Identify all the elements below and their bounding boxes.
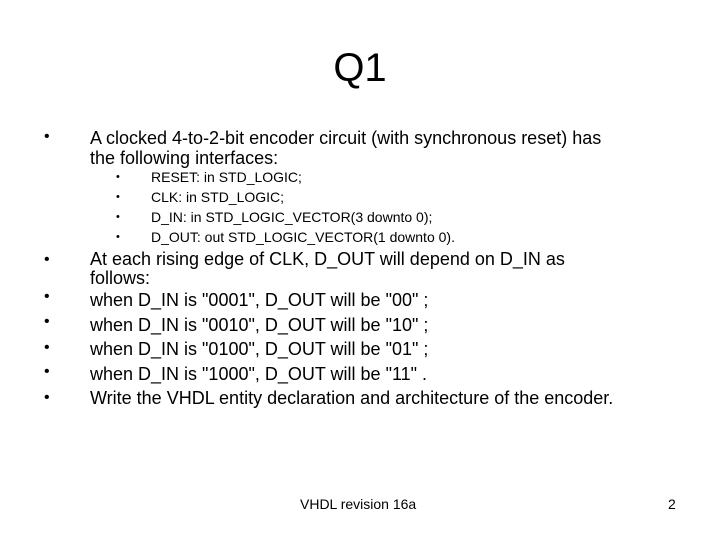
mapping-line: when D_IN is "0010", D_OUT will be "10" ; xyxy=(90,315,429,335)
sub-item-d-in: D_IN: in STD_LOGIC_VECTOR(3 downto 0); xyxy=(151,209,433,225)
sub-item-reset: RESET: in STD_LOGIC; xyxy=(151,169,302,185)
bullet-icon: • xyxy=(44,339,50,356)
clk-line-1: At each rising edge of CLK, D_OUT will depend on D_IN as xyxy=(90,249,565,269)
bullet-icon: • xyxy=(44,251,50,268)
mapping-line: when D_IN is "1000", D_OUT will be "11" . xyxy=(90,364,428,384)
page-number: 2 xyxy=(668,496,676,512)
intro-line-2: the following interfaces: xyxy=(90,148,279,168)
footer-course-label: VHDL revision 16a xyxy=(300,496,417,512)
sub-item-clk: CLK: in STD_LOGIC; xyxy=(151,189,285,205)
bullet-icon: • xyxy=(44,363,50,380)
bullet-icon: • xyxy=(44,389,50,406)
sub-bullet-icon: • xyxy=(116,191,120,203)
clk-line-2: follows: xyxy=(90,268,151,288)
intro-line-1: A clocked 4-to-2-bit encoder circuit (with synchronous reset) has xyxy=(90,128,602,148)
sub-bullet-icon: • xyxy=(116,211,120,223)
sub-bullet-icon: • xyxy=(116,171,120,183)
final-instruction: Write the VHDL entity declaration and architecture of the encoder. xyxy=(90,388,614,408)
bullet-icon: • xyxy=(44,288,50,305)
mapping-line: when D_IN is "0001", D_OUT will be "00" ; xyxy=(90,290,429,310)
slide-title: Q1 xyxy=(333,46,387,90)
sub-item-d-out: D_OUT: out STD_LOGIC_VECTOR(1 downto 0). xyxy=(151,229,455,245)
bullet-icon: • xyxy=(44,313,50,330)
bullet-icon: • xyxy=(44,128,50,145)
sub-bullet-icon: • xyxy=(116,231,120,243)
mapping-line: when D_IN is "0100", D_OUT will be "01" ; xyxy=(90,339,429,359)
